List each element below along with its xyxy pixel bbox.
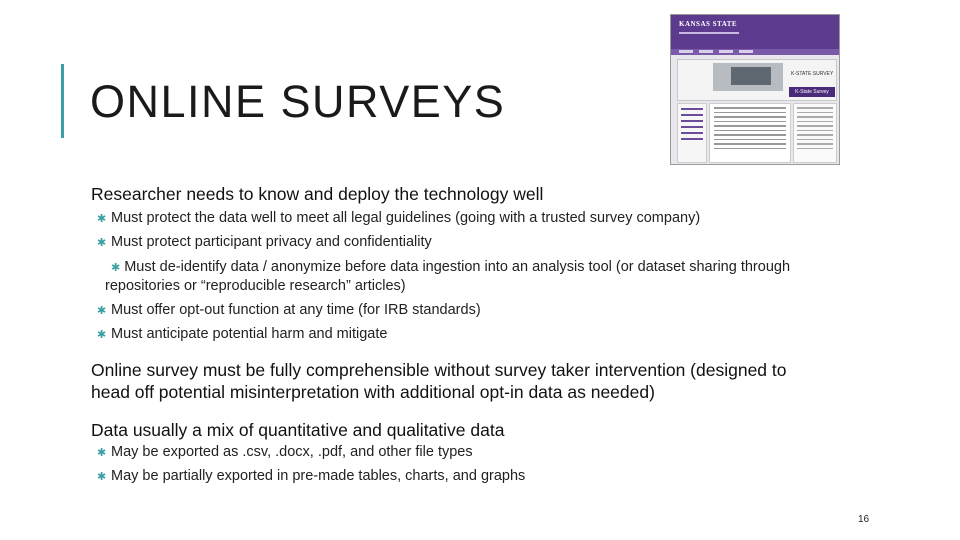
page-number: 16: [858, 514, 870, 525]
asterisk-icon: ✱: [97, 471, 107, 483]
bullet-item: ✱ Must de-identify data / anonymize before data ingestion into an analysis tool (or dataset sharing through repositories or “reproducible research” articles): [105, 259, 791, 294]
bullet-item: ✱ Must offer opt-out function at any time (for IRB standards): [97, 302, 481, 318]
bullet-item: ✱ Must protect participant privacy and confidentiality: [97, 234, 432, 250]
thumbnail-sidebar: [677, 103, 707, 163]
slide-body: [91, 183, 851, 485]
bullet-item: ✱ May be exported as .csv, .docx, .pdf, and other file types: [97, 444, 473, 460]
thumbnail-right-column: [793, 103, 837, 163]
thumbnail-side-label: K-STATE SURVEY: [791, 71, 834, 77]
asterisk-icon: ✱: [97, 329, 107, 341]
website-screenshot-thumbnail: [670, 14, 840, 165]
bullet-item: ✱ Must protect the data well to meet all legal guidelines (going with a trusted survey company): [97, 210, 701, 226]
asterisk-icon: ✱: [97, 447, 107, 459]
thumbnail-main-text: [709, 103, 791, 163]
thumbnail-header: [671, 15, 839, 49]
bullet-item: ✱ May be partially exported in pre-made tables, charts, and graphs: [97, 468, 526, 484]
section-heading: Online survey must be fully comprehensible without survey taker intervention (designed to head off potential misinterpretation with additional opt-in data as needed): [91, 360, 787, 402]
asterisk-icon: ✱: [97, 213, 107, 225]
bullet-item: ✱ Must anticipate potential harm and mitigate: [97, 326, 388, 342]
title-accent-bar: [61, 64, 64, 138]
asterisk-icon: ✱: [97, 305, 107, 317]
thumbnail-badge: K-State Survey: [789, 87, 835, 97]
slide-title: ONLINE SURVEYS: [90, 76, 506, 127]
section-heading: Researcher needs to know and deploy the technology well: [91, 184, 544, 204]
asterisk-icon: ✱: [97, 237, 107, 249]
thumbnail-logo: KANSAS STATE: [679, 20, 738, 28]
asterisk-icon: ✱: [111, 262, 121, 274]
thumbnail-nav: [671, 49, 839, 55]
section-heading: Data usually a mix of quantitative and qualitative data: [91, 420, 505, 440]
